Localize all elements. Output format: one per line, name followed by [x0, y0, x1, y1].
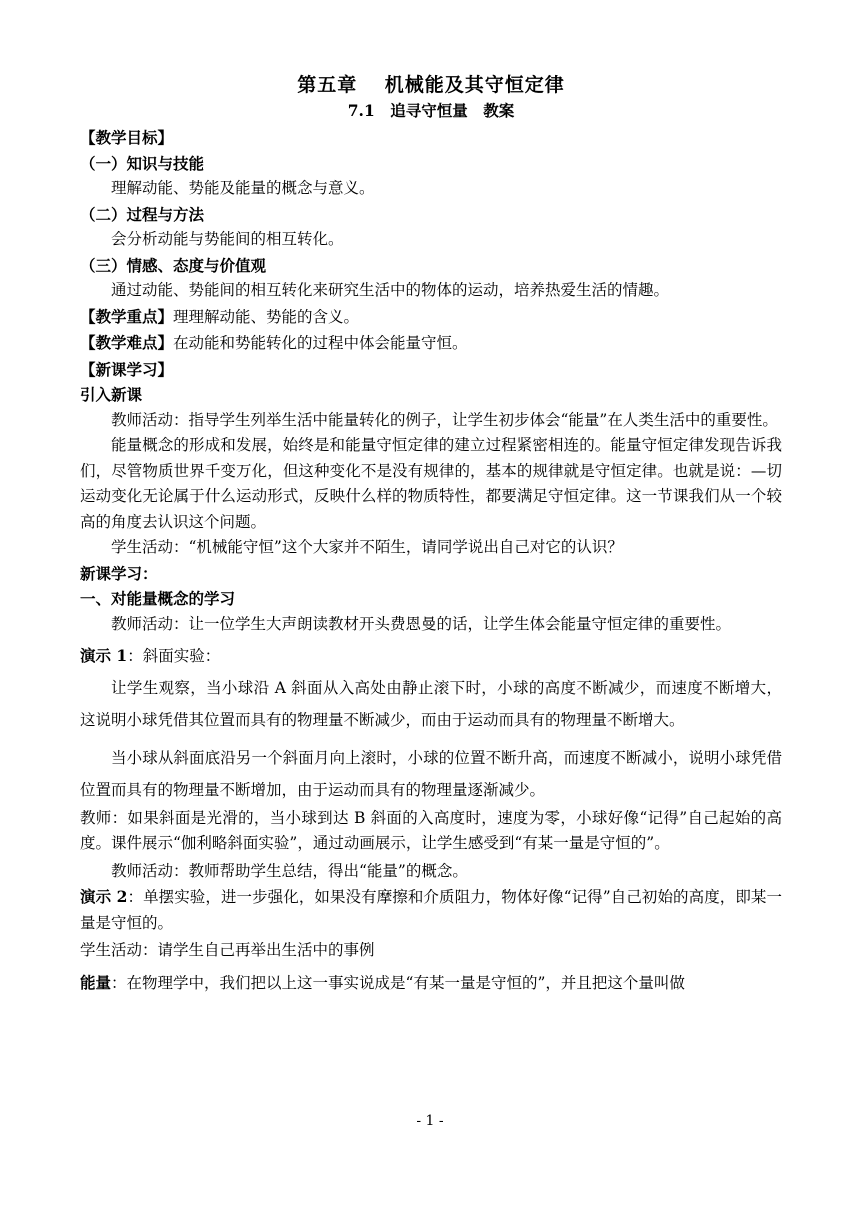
knowledge-skills-heading: （一）知识与技能	[80, 153, 205, 173]
paragraph-teacher-summary: 教师活动：教师帮助学生总结，得出“能量”的概念。	[111, 861, 468, 880]
page-number: - 1 -	[416, 1113, 444, 1129]
difficult-points	[80, 330, 782, 357]
chapter-title: 第五章 机械能及其守恒定律	[297, 74, 565, 96]
intro-heading: 引入新课	[80, 385, 143, 404]
difficult-points-label: 【教学难点】	[80, 333, 174, 352]
goals-heading: 【教学目标】	[80, 128, 174, 147]
demo1-text: ：斜面实验：	[127, 647, 221, 665]
difficult-points-text: 在动能和势能转化的过程中体会能量守恒。	[173, 334, 468, 352]
emotion-values-text: 通过动能、势能间的相互转化来研究生活中的物体的运动，培养热爱生活的情趣。	[111, 281, 670, 299]
paragraph-observe-ball-down: 让学生观察，当小球沿 A 斜面从入高处由静止滚下时，小球的高度不断减少，而速度不断增大，这说明小球凭借其位置而具有的物理量不断减少，而由于运动而具有的物理量不断增大。	[80, 678, 782, 729]
lesson-title: 7.1 追寻守恒量 教案	[347, 101, 515, 120]
demo2-paragraph	[80, 884, 782, 936]
process-method-text: 会分析动能与势能间的相互转化。	[111, 230, 344, 248]
knowledge-skills-text: 理解动能、势能及能量的概念与意义。	[111, 179, 375, 197]
paragraph-energy-concept: 能量概念的形成和发展，始终是和能量守恒定律的建立过程紧密相连的。能量守恒定律发现告诉我们，尽管物质世界千变万化，但这种变化不是没有规律的，基本的规律就是守恒定律。也就是说：—切运动变化无论属于什么运动形式，反映什么样的物质特性，都要满足守恒定律。这一节课我们从一个较高的角度去认识这个问题。	[80, 436, 782, 531]
demo2-label: 演示 2	[80, 887, 128, 906]
part1-heading: 一、对能量概念的学习	[80, 589, 236, 608]
paragraph-student-activity-1: 学生活动：“机械能守恒”这个大家并不陌生，请同学说出自己对它的认识？	[111, 538, 623, 556]
demo1-line	[80, 643, 782, 670]
energy-text: ：在物理学中，我们把以上这一事实说成是“有某一量是守恒的”，并且把这个量叫做	[111, 973, 685, 992]
emotion-values-heading: （三）情感、态度与价值观	[80, 255, 267, 275]
new-lesson-heading: 【新课学习】	[80, 359, 174, 379]
demo2-text: ：单摆实验，进一步强化，如果没有摩擦和介质阻力，物体好像“记得”自己初始的高度，即某一量是守恒的。	[80, 888, 783, 932]
key-points-text: 理理解动能、势能的含义。	[173, 307, 360, 326]
paragraph-teacher-activity-2: 教师活动：让一位学生大声朗读教材开头费恩曼的话，让学生体会能量守恒定律的重要性。	[111, 614, 732, 633]
paragraph-student-activity-2: 学生活动：请学生自己再举出生活中的事例	[80, 941, 375, 959]
key-points	[80, 304, 782, 331]
key-points-label: 【教学重点】	[80, 306, 174, 326]
paragraph-teacher-activity-1: 教师活动：指导学生列举生活中能量转化的例子，让学生初步体会“能量”在人类生活中的重要性。	[111, 410, 778, 429]
energy-paragraph	[80, 970, 782, 997]
paragraph-ball-up: 当小球从斜面底沿另一个斜面月向上滚时，小球的位置不断升高，而速度不断减小，说明小球凭借位置而具有的物理量不断增加，由于运动而具有的物理量逐渐减少。	[80, 748, 782, 799]
learning-heading: 新课学习：	[80, 563, 158, 583]
demo1-label: 演示 1	[80, 646, 128, 665]
process-method-heading: （二）过程与方法	[80, 204, 205, 224]
energy-label: 能量	[80, 972, 112, 992]
document-content	[80, 71, 782, 996]
paragraph-teacher-smooth-slope: 教师：如果斜面是光滑的，当小球到达 B 斜面的入高度时，速度为零，小球好像“记得”自己起始的高度。课件展示“伽利略斜面实验”，通过动画展示，让学生感受到“有某一量是守恒的”。	[80, 808, 782, 852]
